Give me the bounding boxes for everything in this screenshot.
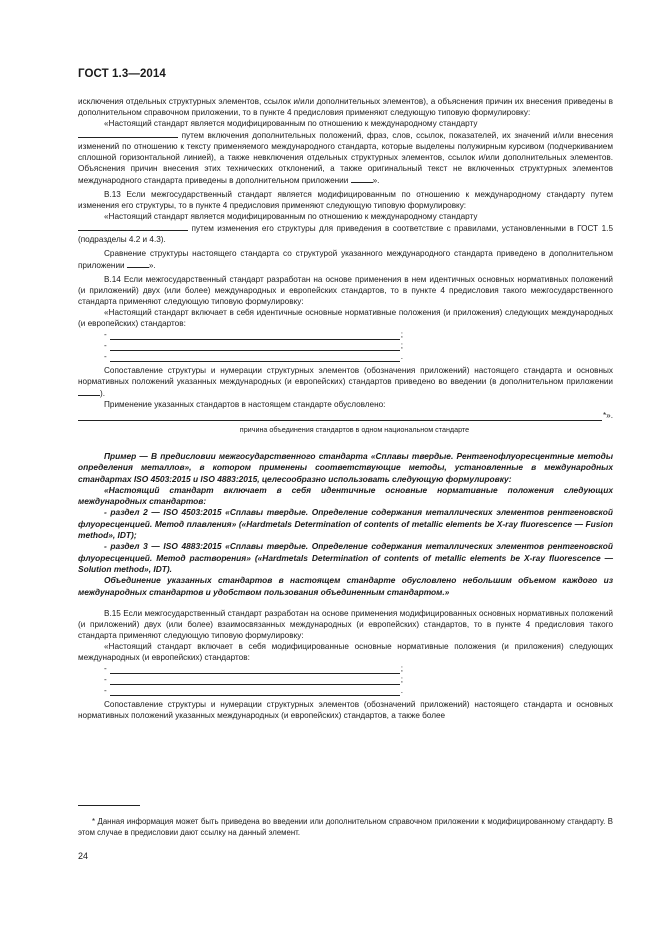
blank-appendix [127,259,149,268]
blank-line [110,353,400,362]
page-number: 24 [78,851,89,861]
example-line: - раздел 3 — ISO 4883:2015 «Сплавы твердые. Определение содержания металлических элементов рентгеновской флуоресценцией. Метод растворения» («Hardmetals Determination of contents of metallic elements be X-ray fluorescence — Solution method», IDT). [78,541,613,574]
footnote-separator [78,805,140,806]
clause-b15: В.15 Если межгосударственный стандарт разработан на основе применения модифицированных основных нормативных положений (и приложений) двух (или более) взаимосвязанных международных (и европейских) стандартов, то в пункте 4 предисловия такого стандарта применяют следующую типовую формулировку: [78,608,613,640]
example-line: Пример — В предисловии межгосударственного стандарта «Сплавы твердые. Рентгенофлуоресцентные методы определения металлов», в котором применены соответствующие методы, установленные в международных стандартах ISO 4503:2015 и ISO 4883:2015, целесообразно использовать следующую формулировку: [78,451,613,484]
clause-b14: В.14 Если межгосударственный стандарт разработан на основе применения в нем идентичных основных нормативных положений (и приложений) двух (или более) международных и европейских стандартов, то в пункте 4 предисловия такого межгосударственного стандарта применяют следующую типовую формулировку: [78,275,613,306]
blank-appendix [78,387,100,396]
page-body [78,96,613,721]
paragraph-intro: исключения отдельных структурных элементов, ссылок и/или дополнительных элементов), а объяснения причин их внесения приведены в дополнительном справочном приложении, то в пункте 4 предисловия применяют следующую типовую формулировку: [78,97,613,117]
clause-b13-quote-a: «Настоящий стандарт является модифицированным по отношению к международному стандарту [104,212,478,221]
blank-line [110,665,400,674]
example-line: «Настоящий стандарт включает в себя идентичные основные нормативные положения следующих международных стандартов: [78,484,613,507]
clause-b14-comparison: Сопоставление структуры и нумерации структурных элементов (обозначения приложений) настоящего стандарта и основных нормативных положений указанных международных (и европейских) стандартов приведено во введении (в дополнительном приложении ). [78,366,613,398]
blank-standard-designation [78,129,178,138]
footnote: * Данная информация может быть приведена во введении или дополнительном справочном приложении к модифицированному стандарту. В этом случае в предисловии дают ссылку на данный элемент. [78,817,613,837]
blank-appendix [351,174,373,183]
clause-b13-quote-b: путем изменения его структуры для приведения в соответствие с правилами, установленными в ГОСТ 1.5 (подразделы 4.2 и 4.3). [78,224,613,244]
quote-modified-a: «Настоящий стандарт является модифицированным по отношению к международному стандарту [104,119,478,128]
list-item: - . [104,352,404,361]
blank-line [110,687,400,696]
example-line: Объединение указанных стандартов в настоящем стандарте обусловлено небольшим объемом каждого из международных стандартов и удобством пользования объединенным стандартом.» [78,575,613,597]
reason-caption: причина объединения стандартов в одном национальном стандарте [239,425,470,434]
quote-modified-b: путем включения дополнительных положений, фраз, слов, ссылок, показателей, их значений и/или внесения изменений по отношению к тексту применяемого международного стандарта, которые выделены полужирным курсивом (подчеркиванием сплошной горизонтальной линией), а также невключения отдельных структурных элементов, ссылок и/или дополнительных элементов. Объяснения причин внесения этих технических отклонений, а также оригинальный текст не включенных структурных элементов международного стандарта приведены в дополнительном приложении ». [78,131,613,185]
list-item: - ; [104,330,404,339]
list-item: - ; [104,341,404,350]
clause-b13-comparison: Сравнение структуры настоящего стандарта со структурой указанного международного стандарта приведено в дополнительном приложении ». [78,249,613,270]
blank-standard-designation [78,222,188,231]
reason-fill-line: *». [78,410,613,421]
blank-line [110,676,400,685]
example-line: - раздел 2 — ISO 4503:2015 «Сплавы твердые. Определение содержания металлических элементов рентгеновской флуоресценцией. Метод плавления» («Hardmetals Determination of contents of metallic elements be X-ray fluorescence — Fusion method», IDT); [78,507,613,541]
page-header-title: ГОСТ 1.3—2014 [78,68,166,80]
blank-line [110,331,400,340]
blank-line [78,412,602,421]
clause-b13: В.13 Если межгосударственный стандарт является модифицированным по отношению к международному стандарту путем изменения его структуры, то в пункте 4 предисловия применяют следующую типовую формулировку: [78,190,613,210]
clause-b14-quote: «Настоящий стандарт включает в себя идентичные основные нормативные положения (и приложения) следующих международных (и европейских) стандартов: [78,308,613,328]
clause-b15-quote: «Настоящий стандарт включает в себя модифицированные основные нормативные положения (и приложения) следующих международных (и европейских) стандартов: [78,641,613,662]
list-item: - . [104,685,404,695]
clause-b14-application: Применение указанных стандартов в настоящем стандарте обусловлено: [104,400,386,409]
list-item: - ; [104,663,404,673]
clause-b15-comparison: Сопоставление структуры и нумерации структурных элементов (обозначений приложений) настоящего стандарта и основных нормативных положений указанных международных (и европейских) стандартов, а также более [78,699,613,720]
list-item: - ; [104,674,404,684]
blank-line [110,342,400,351]
example-block [78,451,613,598]
